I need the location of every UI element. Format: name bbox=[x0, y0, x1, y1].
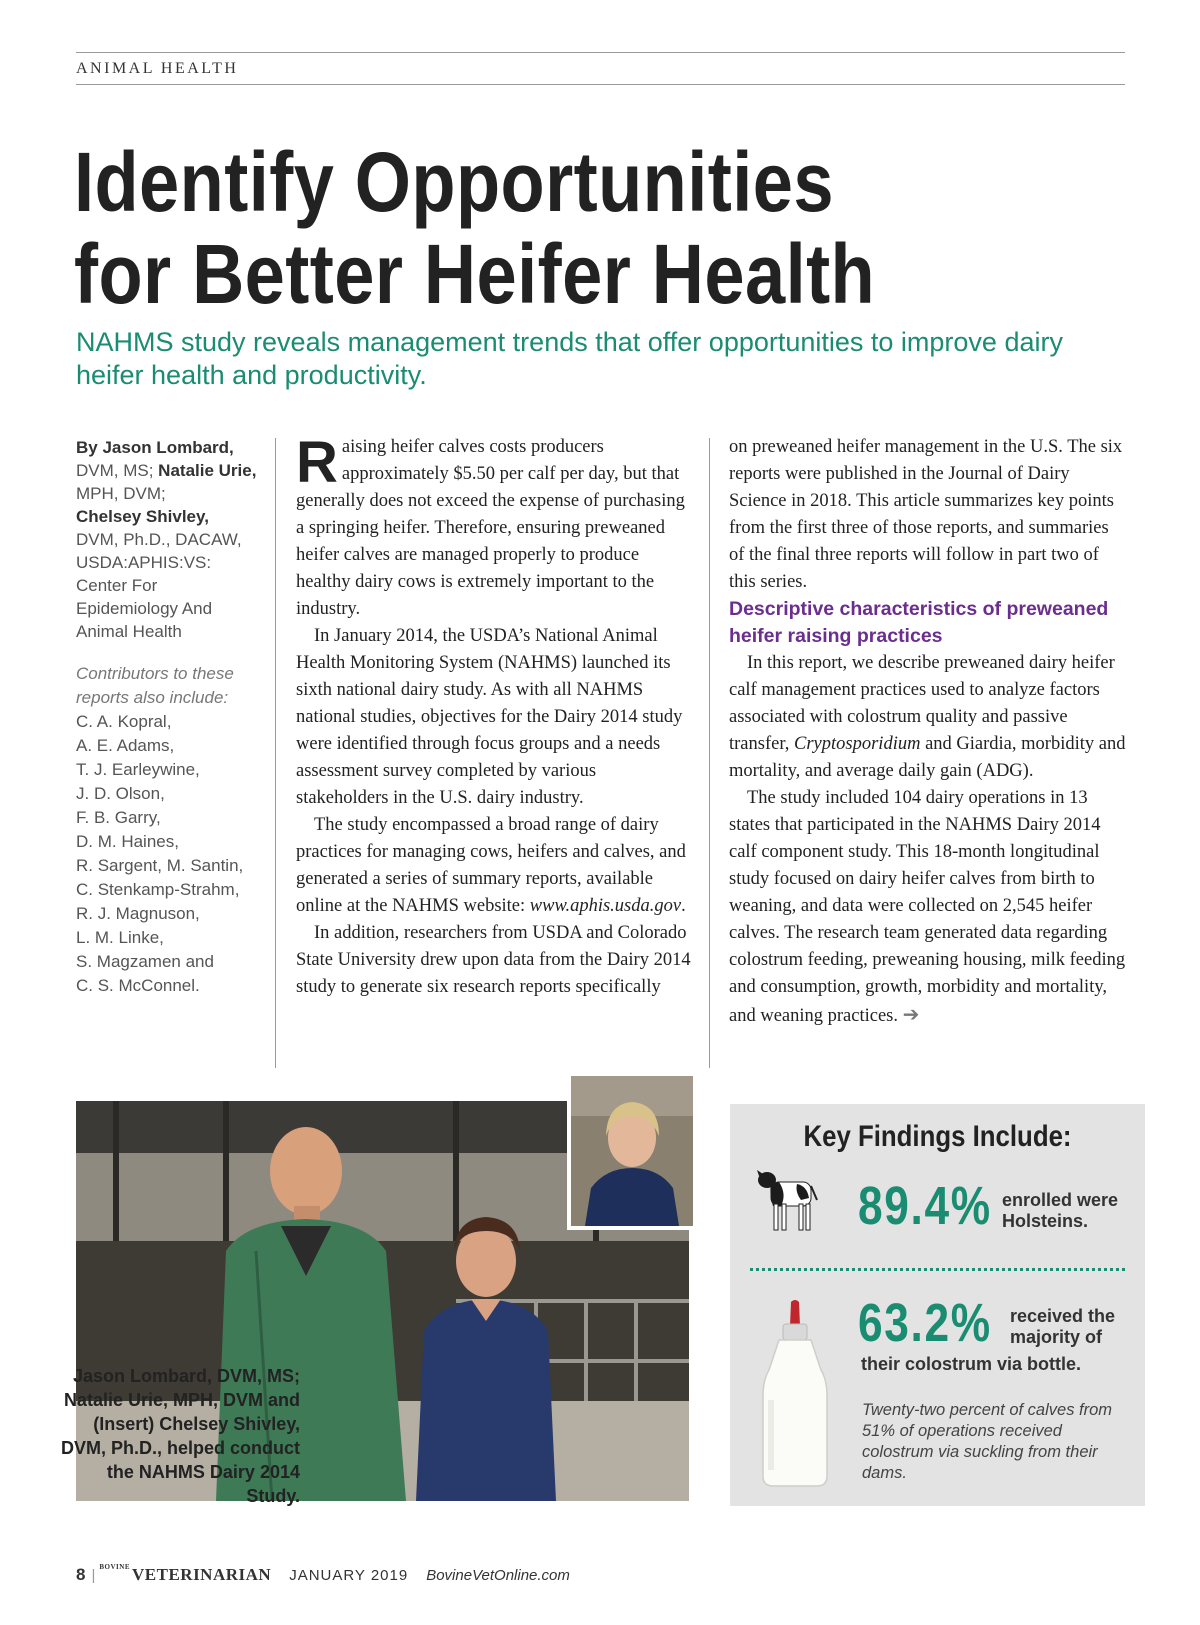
body-paragraph: In January 2014, the USDA’s National Animal Health Monitoring System (NAHMS) launched its sixth national dairy study. As with all NAHMS national studies, objectives for the Dairy 2014 study were identified through focus groups and a needs assessment survey completed by various stakeholders in the U.S. dairy industry. bbox=[296, 626, 683, 808]
body-paragraph: The study included 104 dairy operations in 13 states that participated in the NAHMS Dairy 2014 calf component study. This 18-month longitudinal study focused on dairy heifer calves from birth to weaning, and data were collected on 2,545 heifer calves. The research team generated data regarding colostrum feeding, preweaning housing, milk feeding and consumption, growth, morbidity and mortality, and weaning practices. ➔ bbox=[729, 788, 1126, 1026]
body-paragraph: In addition, researchers from USDA and Colorado State University drew upon data from the Dairy 2014 study to generate six research reports specifically bbox=[296, 923, 691, 997]
header-top-rule bbox=[76, 52, 1125, 53]
body-paragraph: on preweaned heifer management in the U.S. The six reports were published in the Journal of Dairy Science in 2018. This article summarizes key points from the first three of those reports, and summaries of the final three reports will follow in part two of this series. bbox=[729, 437, 1123, 592]
contributors-label: Contributors to these reports also include: bbox=[76, 664, 234, 707]
article-title bbox=[74, 136, 986, 320]
contributor: C. A. Kopral, bbox=[76, 712, 172, 731]
body-paragraph: Raising heifer calves costs producers approximately $5.50 per calf per day, but that generally does not exceed the expense of purchasing a springing heifer. Therefore, ensuring preweaned heifer calves are managed properly to produce healthy dairy cows is extremely important to the industry. bbox=[296, 430, 685, 619]
continue-arrow-icon: ➔ bbox=[902, 1002, 920, 1026]
finding-2-text-1: received the majority of bbox=[1010, 1306, 1116, 1347]
photo-caption: Jason Lombard, DVM, MS; Natalie Urie, MPH, DVM and (Insert) Chelsey Shivley, DVM, Ph.D., helped conduct the NAHMS Dairy 2014 Study. bbox=[60, 1366, 300, 1506]
section-subhead: Descriptive characteristics of preweaned heifer raising practices bbox=[729, 598, 1109, 647]
inset-photo bbox=[567, 1072, 697, 1230]
key-findings-note: Twenty-two percent of calves from 51% of operations received colostrum via suckling from their dams. bbox=[862, 1401, 1113, 1482]
column-divider bbox=[709, 438, 710, 1068]
footer-separator: | bbox=[91, 1567, 96, 1584]
body-paragraph: The study encompassed a broad range of dairy practices for managing cows, heifers and calves, and generated a series of summary reports, available online at the NAHMS website: www.aphis.usda.gov. bbox=[296, 815, 686, 916]
contributor: R. Sargent, M. Santin, bbox=[76, 856, 244, 875]
contributor: C. S. McConnel. bbox=[76, 976, 200, 995]
byline bbox=[76, 436, 261, 643]
author-1-credentials: DVM, MS; bbox=[76, 461, 159, 480]
contributor: S. Magzamen and bbox=[76, 952, 214, 971]
findings-divider bbox=[750, 1268, 1125, 1271]
author-3: Chelsey Shivley, bbox=[76, 507, 209, 526]
author-2: Natalie Urie, bbox=[158, 461, 257, 480]
article-subtitle: NAHMS study reveals management trends that offer opportunities to improve dairy heifer health and productivity. bbox=[76, 327, 1063, 390]
finding-2-text-2: their colostrum via bottle. bbox=[861, 1354, 1082, 1374]
contributor: A. E. Adams, bbox=[76, 736, 175, 755]
body-column-1 bbox=[296, 430, 692, 1001]
header-bottom-rule bbox=[76, 84, 1125, 85]
holstein-calf-icon bbox=[757, 1164, 819, 1234]
author-2-credentials: MPH, DVM; bbox=[76, 484, 166, 503]
magazine-logo-small: BOVINE bbox=[99, 1563, 130, 1571]
contributor: R. J. Magnuson, bbox=[76, 904, 200, 923]
contributors bbox=[76, 662, 266, 998]
page-footer bbox=[76, 1565, 570, 1585]
author-3-credentials: DVM, Ph.D., DACAW, USDA:APHIS:VS: Center For Epidemiology And Animal Health bbox=[76, 530, 242, 641]
key-findings-title: Key Findings Include: bbox=[803, 1120, 1072, 1153]
column-divider bbox=[275, 438, 276, 1068]
milk-bottle-icon bbox=[755, 1300, 835, 1490]
contributor: F. B. Garry, bbox=[76, 808, 161, 827]
contributor: J. D. Olson, bbox=[76, 784, 165, 803]
contributor: T. J. Earleywine, bbox=[76, 760, 200, 779]
website-link[interactable]: www.aphis.usda.gov bbox=[529, 896, 682, 916]
drop-cap: R bbox=[296, 430, 338, 495]
magazine-logo bbox=[101, 1565, 271, 1584]
contributor: D. M. Haines, bbox=[76, 832, 179, 851]
issue-date: JANUARY 2019 bbox=[289, 1567, 409, 1584]
article-title-line-1: Identify Opportunities bbox=[74, 135, 834, 229]
section-label: ANIMAL HEALTH bbox=[76, 60, 239, 77]
magazine-logo-text: VETERINARIAN bbox=[132, 1565, 272, 1584]
author-1: By Jason Lombard, bbox=[76, 438, 234, 457]
contributor: C. Stenkamp-Strahm, bbox=[76, 880, 240, 899]
article-title-line-2: for Better Heifer Health bbox=[74, 227, 876, 321]
website[interactable]: BovineVetOnline.com bbox=[426, 1567, 570, 1584]
page-number: 8 bbox=[76, 1565, 86, 1584]
finding-1-text: enrolled were Holsteins. bbox=[1002, 1190, 1119, 1231]
finding-1-value: 89.4% bbox=[858, 1176, 992, 1236]
body-column-2 bbox=[729, 434, 1127, 1030]
contributor: L. M. Linke, bbox=[76, 928, 164, 947]
body-paragraph: In this report, we describe preweaned dairy heifer calf management practices used to analyze factors associated with colostrum quality and passive transfer, Cryptosporidium and Giardia, morbidity and mortality, and average daily gain (ADG). bbox=[729, 653, 1126, 781]
finding-2-value: 63.2% bbox=[858, 1293, 992, 1353]
